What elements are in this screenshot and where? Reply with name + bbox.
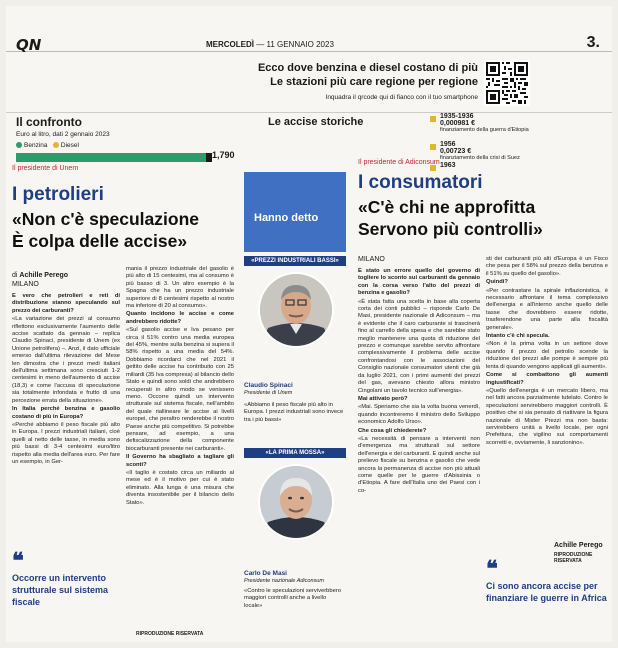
right-pull-quote: Ci sono ancora accise per finanziare le guerre in Africa — [486, 581, 607, 603]
legend-diesel: Diesel — [60, 142, 79, 149]
qr-code-icon[interactable] — [484, 60, 530, 106]
accise-value: 0,00723 € — [440, 148, 472, 155]
paragraph: «Per contrastare la spirale inflazionistica, è necessario affrontare il tema complessivo dell'energia e all'interno anche quello delle tasse che dovrebbero essere ridotte, trasferendone una parte alla fiscalità generale». — [486, 287, 608, 331]
role-spinaci: Presidente di Unem — [244, 390, 293, 396]
right-headline-line-2: Servono più controlli» — [358, 219, 543, 239]
paragraph: «La variazione dei prezzi al consumo riflettono esclusivamente l'aumento delle accise scattato da gennaio – replica Claudio Spinaci, presidente di Unem (ex Unione petrolifera) –. Anzi, il dato ufficiale emerso dall'ultima rilevazione del Mese len dimostra che i prezzi medi italiani dell'ultima settimana sono cresciuti 1-2 centesimi in meno dell'aumento di accise (18,3) e come l'accusa di speculazione sia totalmente infondata e frutto di una percezione errata della situazione». — [12, 316, 120, 404]
page-header — [6, 6, 612, 52]
role-de-masi: Presidente nazionale Adiconsum — [244, 578, 324, 584]
quote-label-2: «LA PRIMA MOSSA» — [244, 448, 346, 458]
right-section-title: I consumatori — [358, 172, 483, 193]
avatar-de-masi — [258, 464, 334, 540]
quote-de-masi: «Contro le speculazioni serviverbbero maggiori controlli anche a livello locale» — [244, 588, 341, 609]
right-byline — [554, 542, 603, 549]
left-headline-line-1: «Non c'è speculazione — [12, 209, 199, 229]
paragraph: Il Governo ha sbagliato a tagliare gli sconti? — [126, 454, 234, 468]
accise-value: 0,000981 € — [440, 120, 476, 127]
right-byline-name: Achille Perego — [554, 542, 603, 549]
quote-spinaci: «Abbiamo il peso fiscale più alto in Europa. I prezzi industriali sono invece tra i più bassi» — [244, 402, 344, 423]
hanno-detto-column — [240, 172, 352, 642]
left-body-col-2 — [126, 266, 234, 631]
left-section-title: I petrolieri — [12, 184, 104, 205]
accise-item — [430, 141, 608, 164]
accise-year: 1963 — [440, 162, 456, 169]
quote-label-1: «PREZZI INDUSTRIALI BASSI» — [244, 256, 346, 266]
confronto-title: Il confronto — [16, 115, 82, 129]
left-headline — [12, 208, 237, 252]
right-body-col-2 — [486, 256, 608, 540]
legend-benzina-swatch — [16, 142, 22, 148]
paragraph: In Italia perché benzina e gasolio costano di più in Europa? — [12, 406, 120, 420]
promo-subtext: Inquadra il qrcode qui di fianco con il tuo smartphone — [325, 94, 478, 101]
left-city: MILANO — [12, 281, 39, 288]
right-kicker: Il presidente di Adiconsum — [358, 159, 440, 166]
left-byline — [12, 272, 68, 279]
accise-year: 1956 — [440, 141, 456, 148]
accise-desc: finanziamento della crisi di Suez — [440, 155, 520, 161]
paragraph: Mai attivato però? — [358, 395, 408, 402]
legend-benzina: Benzina — [24, 142, 48, 149]
left-byline-name: Achille Perego — [19, 272, 69, 279]
avatar-spinaci — [258, 272, 334, 348]
paragraph: mania il prezzo industriale del gasolio è più alto di 15 centesimi, ma al consumo è più basso di 3. Un altro esempio è la Spagna che ha un prezzo industriale superiore di 8 centesimi rispetto al nostro ma inferiore di 20 al consumo». — [126, 266, 234, 310]
newspaper-logo: QN — [16, 36, 42, 54]
hanno-detto-label: Hanno detto — [254, 212, 319, 224]
left-pull-quote: Occorre un intervento strutturale sul sistema fiscale — [12, 573, 109, 607]
left-body-col-1 — [12, 293, 120, 547]
paragraph: È stato un errore quello del governo di togliere lo sconto sui carburanti da gennaio con la corsa verso l'alto del prezzi di benzina e gasolio? — [358, 268, 480, 297]
left-kicker: Il presidente di Unem — [12, 165, 79, 172]
paragraph: «La necessità di pensare a interventi non d'emergenza ma strutturali sul settore dell'energia e dei carburanti. E quindi anche sul prelievo fiscale su benzina e gasolio che vede ancora la permanenza di accise non più attuali come quelle per le guerre d'Abissinia o d'Etiopia. A fare dell'Italia uno dei Paesi con i co- — [358, 435, 480, 494]
right-headline-line-1: «C'è chi ne approfitta — [358, 197, 536, 217]
accise-year: 1935-1936 — [440, 113, 474, 120]
date-rest: — 11 GENNAIO 2023 — [256, 40, 334, 49]
legend-diesel-swatch — [53, 142, 59, 148]
right-quote-icon: ❝ — [486, 556, 498, 581]
paragraph: Che cosa gli chiederete? — [358, 427, 427, 434]
paragraph: Intanto c'è chi specula. — [486, 333, 550, 340]
name-spinaci: Claudio Spinaci — [244, 382, 293, 389]
left-headline-line-2: È colpa delle accise» — [12, 231, 188, 251]
accise-bullet — [430, 116, 436, 122]
accise-title: Le accise storiche — [268, 116, 364, 128]
hanno-detto-banner — [244, 172, 346, 252]
paragraph: Quanto incidono le accise e come andrebbero ridotte? — [126, 311, 234, 325]
right-article — [358, 172, 612, 642]
accise-bullet — [430, 144, 436, 150]
promo-line-1: Ecco dove benzina e diesel costano di più — [257, 62, 478, 74]
paragraph: «Perché abbiamo il peso fiscale più alto in Europa. I prezzi industriali italiani, cioè quelli al netto delle tasse, in media sono più bassi di 3-4 centesimi euro/litro rispetto alla media dell'area euro. Per fare un esempio, in Ger- — [12, 421, 120, 465]
newspaper-page — [6, 6, 612, 642]
paragraph: È vero che petrolieri e reti di distribuzione stanno speculando sul prezzo dei carburanti? — [12, 293, 120, 314]
paragraph: «Sul gasolio accise e Iva pesano per circa il 51% contro una media europea del 45%, mentre sulla benzina si supera il 58% rispetto a una media del 54%. Dobbiamo ricordarci che nel 2021 il gettito delle accise ha contribuito con 25 miliardi (35 Iva compresa) al bilancio dello Stato e quindi sono soldi che andrebbero recuperati in altro modo se venissero meno. Occorre quindi un intervento strutturale sul sistema fiscale, nell'ambito del quale riallineare le accise ai livelli europei, che peraltro renderebbe il nostro Paese anche più competitivo. Si potrebbe pensare, ad esempio, a una defiscalizzazione della componente biocarburanti presente nei carburanti». — [126, 327, 234, 452]
price-bar-value: 1,790 — [212, 150, 235, 160]
paragraph: «È stata fatta una scelta in base alla coperta corta dei conti pubblici – risponde Carlo De Masi, presidente nazionale di Adiconsum – ma è evidente che il caro carburante si trascinerà fino al carrello della spesa e che sarebbe stato meglio mantenere una quota di riduzione del prezzo e comunque sarebbe servito affrontare complessivamente il problema delle accise confrontandosi con le associazioni del Consiglio nazionale consumatori utenti che già da luglio 2021, con i primi aumenti dei prezzi del gas, avevano chiesto allora ministro Cingolani un tavolo tecnico sull'energia». — [358, 298, 480, 394]
paragraph: «Non è la prima volta in un settore dove quando il prezzo del petrolio scende la riduzione dei prezzi alle pompe è sempre più lenta di quando vengono applicati gli aumenti». — [486, 341, 608, 370]
right-body-col-1 — [358, 268, 480, 638]
promo-box — [218, 61, 478, 101]
promo-line-2: Le stazioni più care regione per regione — [270, 76, 478, 88]
price-bar — [16, 153, 206, 162]
page-number: 3. — [586, 34, 600, 51]
right-headline — [358, 196, 612, 240]
accise-item — [430, 113, 608, 136]
right-riserva: RIPRODUZIONE RISERVATA — [554, 552, 593, 564]
left-article — [6, 172, 236, 642]
left-byline-prefix: di — [12, 272, 18, 279]
paragraph: «Il taglio è costato circa un miliardo al mese ed è il motivo per cui è stato eliminato. Alla lunga è una misura che diventa insostenibile per il bilancio dello Stato». — [126, 469, 234, 506]
infographic-strip — [6, 112, 612, 170]
date-day: MERCOLEDÌ — [206, 40, 254, 49]
left-riserva: RIPRODUZIONE RISERVATA — [136, 631, 204, 637]
paragraph: «Mai. Speriamo che sia la volta buona venerdì, quando incontreremo il ministro dello Sviluppo economico Adolfo Urso». — [358, 404, 480, 426]
paragraph: «Quello dell'energia è un mercato libero, ma nel fatti ancora parzialmente tutelato. Contro le speculazioni servirebbero maggiori controlli. È positivo che si sia pensato di riattivare la figura nazionale di Mister Prezzi ma non basta: servirebbero unità a livello locale, per ogni Prefettura, che vigilino sui comportamenti scorretti e, ovviamente, li sanzionino». — [486, 387, 608, 446]
accise-desc: finanziamento della guerra d'Etiopia — [440, 127, 529, 133]
dateline — [206, 40, 334, 49]
right-city: MILANO — [358, 256, 385, 263]
left-quote-icon: ❝ — [12, 548, 24, 573]
paragraph: sti dei carburanti più alti d'Europa è un Fisco che pesa per il 58% sul prezzo della benzina e il 51% su quello del gasolio». — [486, 256, 608, 277]
paragraph: Quindi? — [486, 279, 508, 286]
paragraph: Come si combattono gli aumenti ingiustificati? — [486, 372, 608, 386]
confronto-subtitle: Euro al litro, dati 2 gennaio 2023 — [16, 131, 110, 138]
confronto-legend — [16, 142, 79, 149]
name-de-masi: Carlo De Masi — [244, 570, 287, 577]
